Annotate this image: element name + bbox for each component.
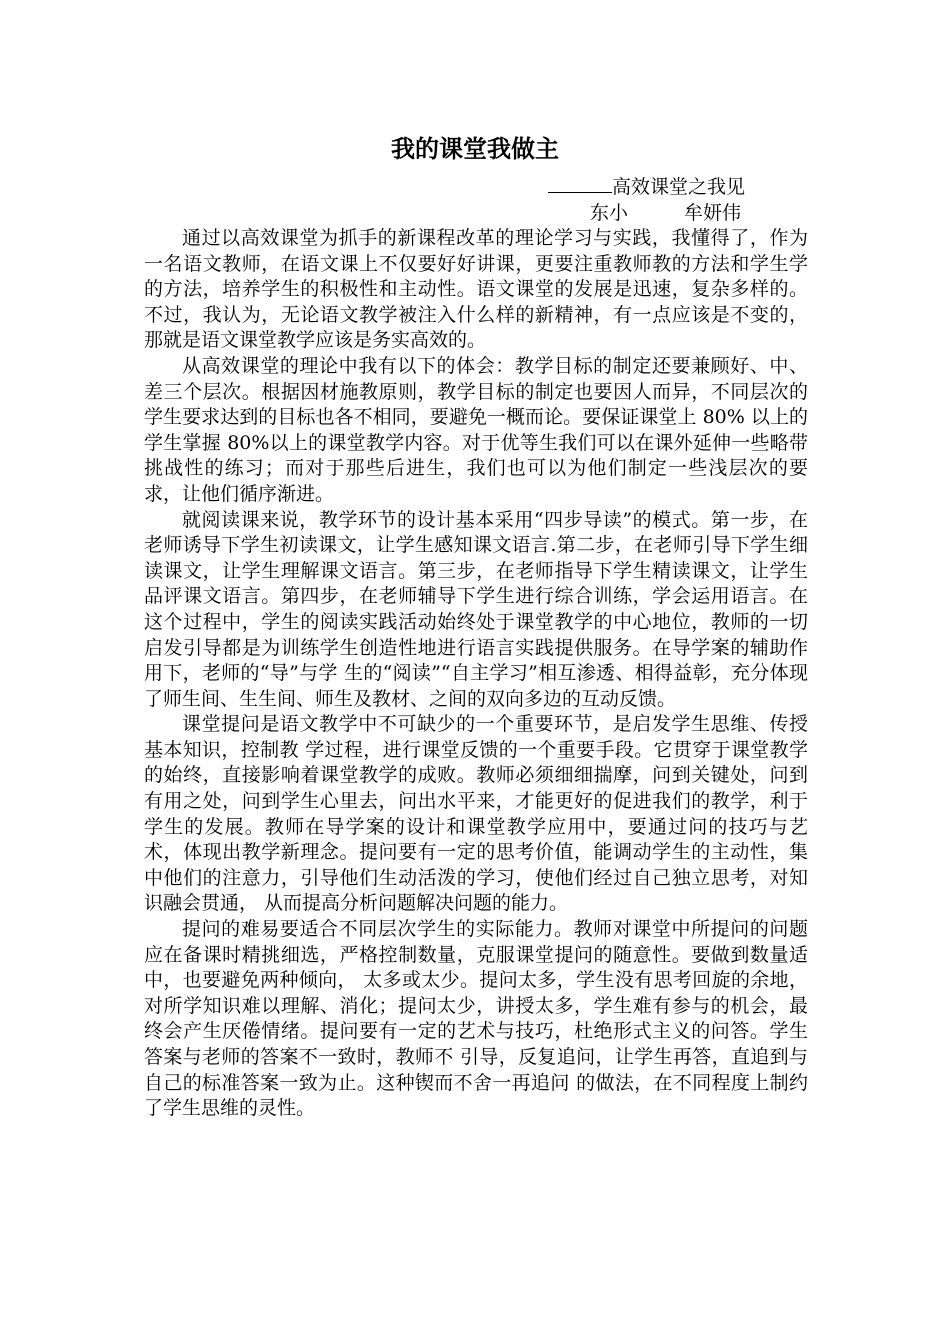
body-paragraph-1: 通过以高效课堂为抓手的新课程改革的理论学习与实践，我懂得了，作为一名语文教师，在语文课上不仅要好好讲课，更要注重教师教的方法和学生学的方法，培养学生的积极性和主动性。语文课堂的发展是迅速，复杂多样的。不过，我认为，无论语文教学被注入什么样的新精神，有一点应该是不变的，那就是语文课堂教学应该是务实高效的。 (144, 227, 808, 352)
author-line (590, 200, 741, 226)
document-subtitle (548, 174, 745, 200)
author-school: 东小 (590, 202, 629, 224)
document-title: 我的课堂我做主 (391, 135, 559, 163)
body-paragraph-5: 提问的难易要适合不同层次学生的实际能力。教师对课堂中所提问的问题应在备课时精挑细选，严格控制数量，克服课堂提问的随意性。要做到数量适中，也要避免两种倾向， 太多或太少。提问太多，学生没有思考回旋的余地，对所学知识难以理解、消化；提问太少，讲授太多，学生难有参与的机会，最终会产生厌倦情绪。提问要有一定的艺术与技巧，杜绝形式主义的问答。学生答案与老师的答案不一致时，教师不 引导，反复追问，让学生再答，直追到与自己的标准答案一致为止。这种锲而不舍一再追问 的做法，在不同程度上制约了学生思维的灵性。 (144, 918, 808, 1120)
author-name: 牟妍伟 (684, 202, 742, 224)
body-paragraph-3: 就阅读课来说，教学环节的设计基本采用“四步导读”的模式。第一步，在老师诱导下学生初读课文，让学生感知课文语言.第二步，在老师引导下学生细读课文，让学生理解课文语言。第三步，在老师指导下学生精读课文，让学生品评课文语言。第四步，在老师辅导下学生进行综合训练，学会运用语言。在这个过程中，学生的阅读实践活动始终处于课堂教学的中心地位，教师的一切启发引导都是为训练学生创造性地进行语言实践提供服务。在导学案的辅助作用下，老师的“导”与学 生的“阅读”“自主学习”相互渗透、相得益彰，充分体现了师生间、生生间、师生及教材、之间的双向多边的互动反馈。 (144, 508, 808, 710)
subtitle-underline-rule (548, 174, 612, 193)
body-paragraph-4: 课堂提问是语文教学中不可缺少的一个重要环节，是启发学生思维、传授基本知识，控制教 学过程，进行课堂反馈的一个重要手段。它贯穿于课堂教学的始终，直接影响着课堂教学的成败。教师必须细细揣摩，问到关键处，问到有用之处，问到学生心里去，问出水平来，才能更好的促进我们的教学，利于学生的发展。教师在导学案的设计和课堂教学应用中，要通过问的技巧与艺术，体现出教学新理念。提问要有一定的思考价值，能调动学生的主动性，集中他们的注意力，引导他们生动活泼的学习，使他们经过自己独立思考，对知识融会贯通， 从而提高分析问题解决问题的能力。 (144, 713, 808, 915)
body-paragraph-2: 从高效课堂的理论中我有以下的体会：教学目标的制定还要兼顾好、中、差三个层次。根据因材施教原则，教学目标的制定也要因人而异，不同层次的学生要求达到的目标也各不相同，要避免一概而论。要保证课堂上 80% 以上的学生掌握 80%以上的课堂教学内容。对于优等生我们可以在课外延伸一些略带挑战性的练习；而对于那些后进生，我们也可以为他们制定一些浅层次的要求，让他们循序渐进。 (144, 354, 808, 505)
document-body (144, 226, 808, 1122)
subtitle-text: 高效课堂之我见 (612, 176, 746, 198)
